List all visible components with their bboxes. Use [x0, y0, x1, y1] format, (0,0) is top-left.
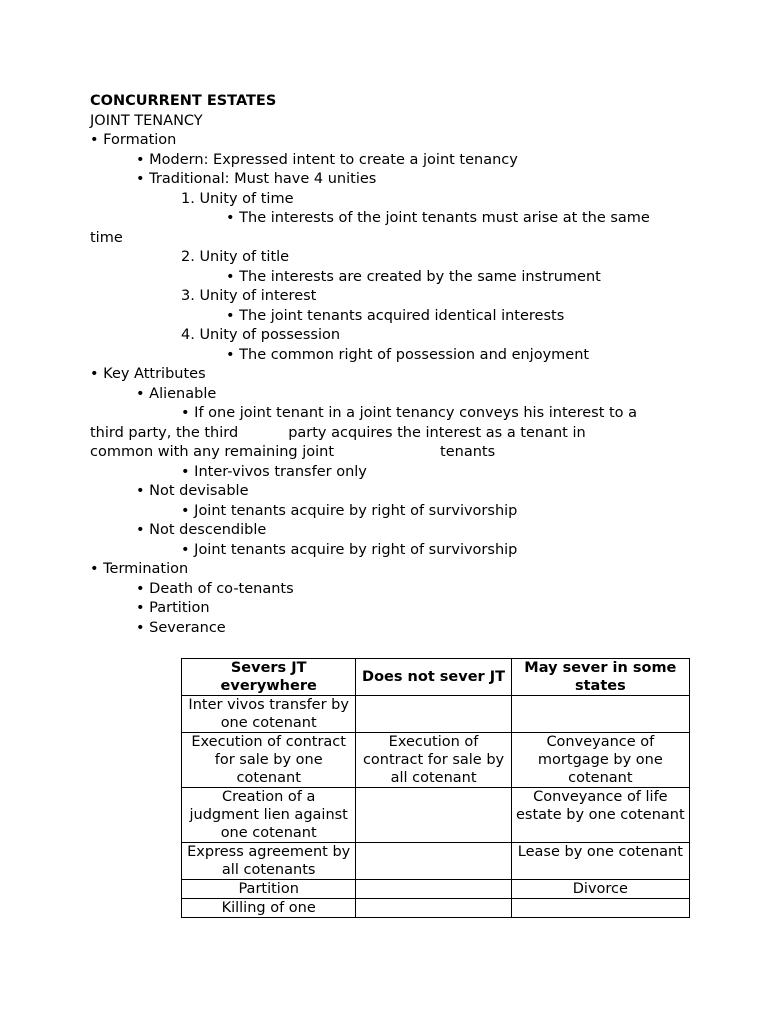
table-row: [182, 843, 690, 880]
attribute-not-descendible: • Not descendible: [136, 522, 267, 538]
document-title: CONCURRENT ESTATES: [90, 93, 277, 109]
termination-death: • Death of co-tenants: [136, 580, 294, 597]
table-row: [182, 696, 690, 733]
table-cell: Partition: [182, 880, 356, 899]
not-devisable-detail: • Joint tenants acquire by right of survivorship: [181, 502, 518, 519]
table-cell: [356, 788, 511, 843]
alienable-detail-wrap-2: [90, 443, 690, 463]
table-row: [182, 880, 690, 899]
alienable-detail-part: third party, the third: [90, 424, 239, 441]
outline: [90, 92, 690, 638]
unity-title: 2. Unity of title: [181, 249, 290, 265]
header-does-not-sever: Does not sever JT: [356, 659, 511, 696]
attribute-not-devisable: • Not devisable: [136, 483, 249, 499]
termination-heading: • Termination: [90, 561, 189, 577]
termination-partition: • Partition: [136, 600, 210, 616]
table-cell: Conveyance of mortgage by one cotenant: [511, 733, 689, 788]
unity-time-detail-wrap: time: [90, 229, 123, 246]
formation-modern: • Modern: Expressed intent to create a joint tenancy: [136, 151, 518, 168]
termination-severance: • Severance: [136, 619, 226, 636]
table-cell: Execution of contract for sale by one cotenant: [182, 733, 356, 788]
table-cell: Execution of contract for sale by all cotenant: [356, 733, 511, 788]
alienable-detail-wrap-1: [90, 424, 690, 444]
unity-time-detail: • The interests of the joint tenants must arise at the same: [226, 210, 650, 226]
formation-traditional: • Traditional: Must have 4 unities: [136, 171, 377, 187]
table-cell: Lease by one cotenant: [511, 843, 689, 880]
attributes-heading: • Key Attributes: [90, 366, 206, 382]
table-cell: [356, 843, 511, 880]
severance-table: [181, 658, 690, 918]
unity-time: 1. Unity of time: [181, 190, 294, 207]
table-cell: [356, 696, 511, 733]
table-cell: Divorce: [511, 880, 689, 899]
unity-title-detail: • The interests are created by the same instrument: [226, 268, 601, 285]
alienable-detail-part: common with any remaining joint: [90, 444, 335, 460]
table-cell: Inter vivos transfer by one cotenant: [182, 696, 356, 733]
formation-heading: • Formation: [90, 132, 177, 148]
table-cell: Creation of a judgment lien against one cotenant: [182, 788, 356, 843]
table-cell: [511, 696, 689, 733]
table-cell: Express agreement by all cotenants: [182, 843, 356, 880]
table-cell: Conveyance of life estate by one cotenant: [511, 788, 689, 843]
attribute-alienable: • Alienable: [136, 385, 217, 402]
unity-interest: 3. Unity of interest: [181, 288, 317, 304]
alienable-detail-part: party acquires the interest as a tenant in: [288, 424, 586, 441]
table-header-row: [182, 659, 690, 696]
table-cell: [356, 899, 511, 918]
inter-vivos-only: • Inter-vivos transfer only: [181, 463, 367, 480]
table-cell: Killing of one: [182, 899, 356, 918]
header-severs-everywhere: Severs JT everywhere: [182, 659, 356, 696]
unity-possession-detail: • The common right of possession and enjoyment: [226, 346, 590, 363]
not-descendible-detail: • Joint tenants acquire by right of survivorship: [181, 541, 518, 558]
unity-interest-detail: • The joint tenants acquired identical interests: [226, 307, 565, 324]
alienable-detail-part: tenants: [440, 444, 496, 460]
table-cell: [511, 899, 689, 918]
unity-possession: 4. Unity of possession: [181, 327, 341, 343]
section-heading: JOINT TENANCY: [90, 112, 203, 129]
table-row: [182, 899, 690, 918]
table-row: [182, 788, 690, 843]
alienable-detail: • If one joint tenant in a joint tenancy conveys his interest to a: [181, 405, 638, 421]
header-may-sever: May sever in some states: [511, 659, 689, 696]
table-row: [182, 733, 690, 788]
table-cell: [356, 880, 511, 899]
